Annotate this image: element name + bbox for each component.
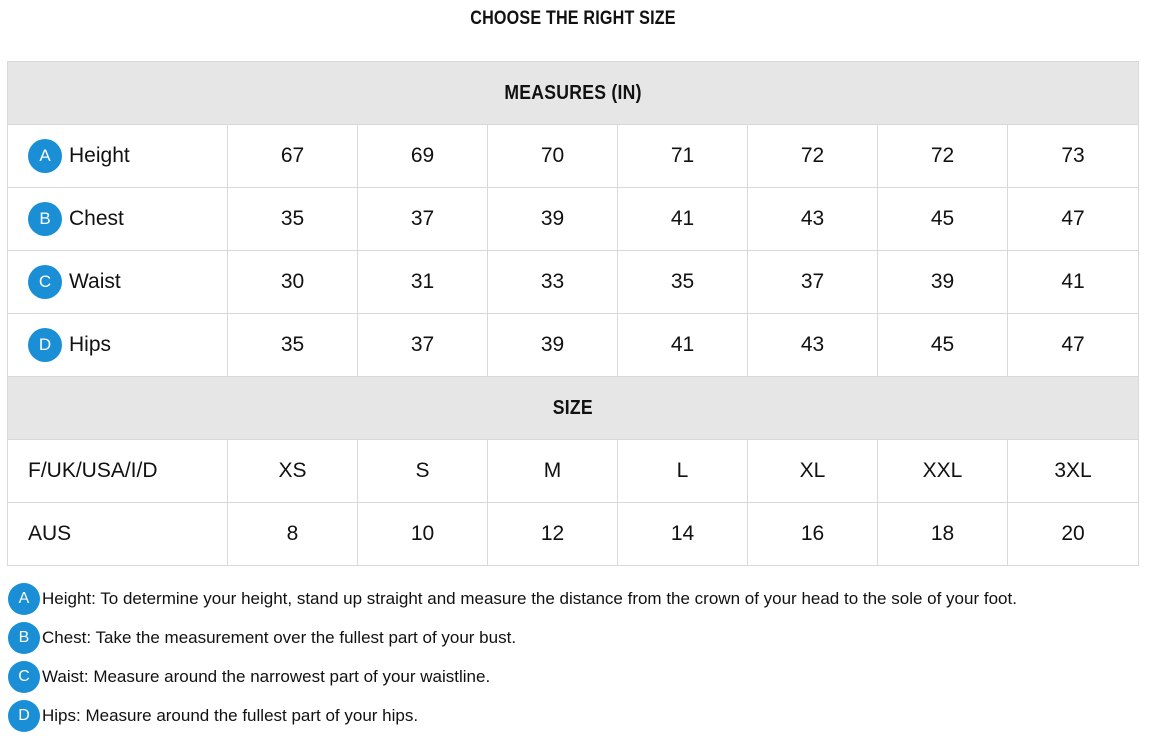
badge-d-icon: D bbox=[8, 700, 40, 732]
row-label-text: Chest bbox=[69, 207, 124, 230]
note-text: Waist: Measure around the narrowest part of your waistline. bbox=[42, 666, 491, 686]
badge-a-icon: A bbox=[28, 139, 62, 173]
table-cell: 16 bbox=[748, 503, 878, 566]
table-cell: 45 bbox=[878, 314, 1008, 377]
table-cell: 39 bbox=[488, 188, 618, 251]
table-cell: 35 bbox=[228, 314, 358, 377]
row-label-text: Height bbox=[69, 144, 130, 167]
size-heading: SIZE bbox=[8, 377, 1139, 440]
table-cell: 39 bbox=[488, 314, 618, 377]
badge-b-icon: B bbox=[28, 202, 62, 236]
table-cell: 37 bbox=[748, 251, 878, 314]
badge-a-icon: A bbox=[8, 583, 40, 615]
row-label-text: Hips bbox=[69, 333, 112, 356]
measures-header-row bbox=[8, 62, 1139, 125]
row-label-waist bbox=[8, 251, 228, 314]
table-cell: 70 bbox=[488, 125, 618, 188]
measurement-notes bbox=[8, 579, 1148, 735]
table-cell: 35 bbox=[618, 251, 748, 314]
table-cell: 20 bbox=[1008, 503, 1139, 566]
badge-c-icon: C bbox=[28, 265, 62, 299]
table-row-chest bbox=[8, 188, 1139, 251]
table-cell: 41 bbox=[618, 314, 748, 377]
table-cell: 12 bbox=[488, 503, 618, 566]
note-waist bbox=[8, 657, 1148, 696]
table-cell: 39 bbox=[878, 251, 1008, 314]
table-cell: XL bbox=[748, 440, 878, 503]
table-cell: M bbox=[488, 440, 618, 503]
table-cell: 67 bbox=[228, 125, 358, 188]
row-label-chest bbox=[8, 188, 228, 251]
table-row-aus-size bbox=[8, 503, 1139, 566]
note-height bbox=[8, 579, 1148, 618]
table-cell: 18 bbox=[878, 503, 1008, 566]
note-text: Hips: Measure around the fullest part of your hips. bbox=[42, 705, 419, 725]
measures-heading: MEASURES (IN) bbox=[8, 62, 1139, 125]
table-cell: L bbox=[618, 440, 748, 503]
table-cell: 47 bbox=[1008, 188, 1139, 251]
note-chest bbox=[8, 618, 1148, 657]
table-cell: 43 bbox=[748, 314, 878, 377]
table-cell: S bbox=[358, 440, 488, 503]
row-label-eu-size: F/UK/USA/I/D bbox=[8, 440, 228, 503]
row-label-aus-size: AUS bbox=[8, 503, 228, 566]
page-title: CHOOSE THE RIGHT SIZE bbox=[470, 8, 676, 29]
size-chart-table bbox=[7, 61, 1139, 566]
note-text: Chest: Take the measurement over the fullest part of your bust. bbox=[42, 627, 517, 647]
badge-d-icon: D bbox=[28, 328, 62, 362]
table-cell: 3XL bbox=[1008, 440, 1139, 503]
table-row-eu-size bbox=[8, 440, 1139, 503]
table-cell: 45 bbox=[878, 188, 1008, 251]
badge-c-icon: C bbox=[8, 661, 40, 693]
table-cell: 43 bbox=[748, 188, 878, 251]
table-cell: 37 bbox=[358, 188, 488, 251]
table-row-waist bbox=[8, 251, 1139, 314]
size-header-row bbox=[8, 377, 1139, 440]
table-cell: XXL bbox=[878, 440, 1008, 503]
table-cell: 71 bbox=[618, 125, 748, 188]
table-cell: 30 bbox=[228, 251, 358, 314]
table-cell: 72 bbox=[878, 125, 1008, 188]
table-cell: 47 bbox=[1008, 314, 1139, 377]
table-cell: 72 bbox=[748, 125, 878, 188]
table-cell: 73 bbox=[1008, 125, 1139, 188]
row-label-height bbox=[8, 125, 228, 188]
table-cell: 41 bbox=[618, 188, 748, 251]
table-row-hips bbox=[8, 314, 1139, 377]
table-cell: 33 bbox=[488, 251, 618, 314]
table-cell: 10 bbox=[358, 503, 488, 566]
table-cell: 41 bbox=[1008, 251, 1139, 314]
badge-b-icon: B bbox=[8, 622, 40, 654]
note-hips bbox=[8, 696, 1148, 735]
table-row-height bbox=[8, 125, 1139, 188]
table-cell: XS bbox=[228, 440, 358, 503]
row-label-text: Waist bbox=[69, 270, 121, 293]
row-label-hips bbox=[8, 314, 228, 377]
table-cell: 69 bbox=[358, 125, 488, 188]
table-cell: 31 bbox=[358, 251, 488, 314]
note-text: Height: To determine your height, stand up straight and measure the distance from the crown of your head to the sole of your foot. bbox=[42, 588, 1017, 608]
table-cell: 14 bbox=[618, 503, 748, 566]
table-cell: 37 bbox=[358, 314, 488, 377]
table-cell: 8 bbox=[228, 503, 358, 566]
table-cell: 35 bbox=[228, 188, 358, 251]
